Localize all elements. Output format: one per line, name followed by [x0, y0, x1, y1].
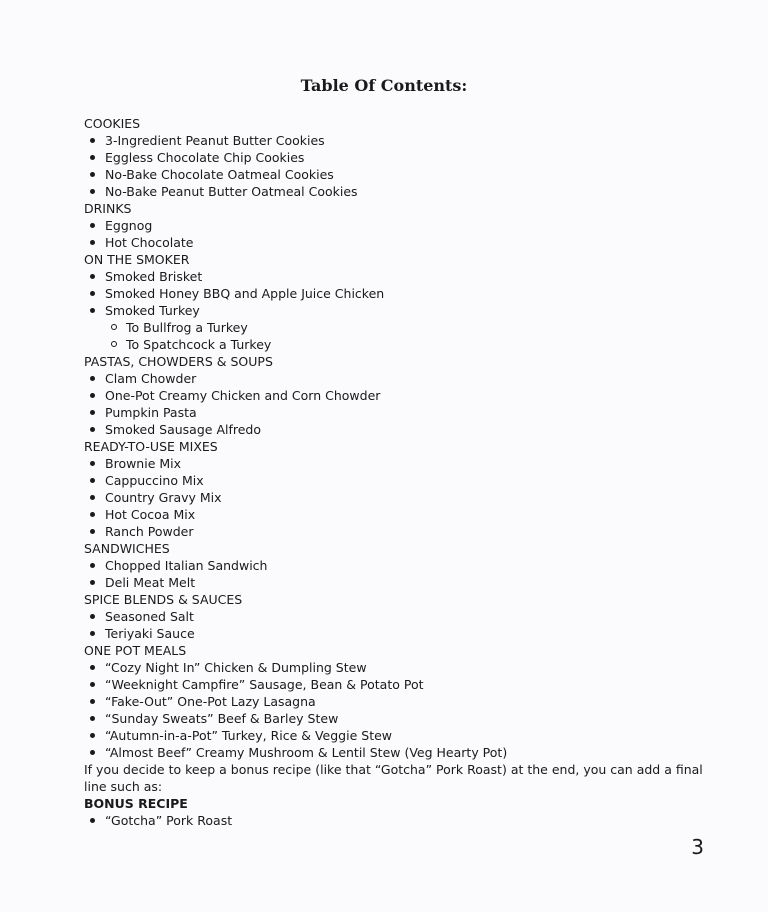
section-heading: SPICE BLENDS & SAUCES — [84, 592, 243, 607]
bullet-icon — [90, 614, 95, 619]
list-item — [84, 404, 704, 421]
table-of-contents — [84, 115, 704, 829]
list-item — [84, 166, 704, 183]
list-item — [84, 234, 704, 251]
list-item — [84, 608, 704, 625]
list-item-label: Hot Chocolate — [105, 235, 194, 250]
bullet-icon — [90, 291, 95, 296]
list-item-label: Clam Chowder — [105, 371, 197, 386]
bullet-icon — [90, 580, 95, 585]
list-item — [84, 625, 704, 642]
bonus-heading: BONUS RECIPE — [84, 796, 188, 811]
bullet-icon — [90, 529, 95, 534]
list-item-label: “Weeknight Campfire” Sausage, Bean & Potato Pot — [105, 677, 424, 692]
bullet-icon — [90, 308, 95, 313]
list-item — [84, 455, 704, 472]
bullet-icon — [90, 138, 95, 143]
list-item-label: “Autumn-in-a-Pot” Turkey, Rice & Veggie Stew — [105, 728, 393, 743]
list-item-label: “Fake-Out” One-Pot Lazy Lasagna — [105, 694, 316, 709]
bullet-icon — [90, 427, 95, 432]
list-item-label: Country Gravy Mix — [105, 490, 222, 505]
list-item-label: “Almost Beef” Creamy Mushroom & Lentil Stew (Veg Hearty Pot) — [105, 745, 508, 760]
bullet-icon — [90, 223, 95, 228]
list-item — [84, 132, 704, 149]
list-item-label: No-Bake Chocolate Oatmeal Cookies — [105, 167, 334, 182]
bullet-icon — [90, 155, 95, 160]
list-item-label: Ranch Powder — [105, 524, 194, 539]
list-item — [84, 217, 704, 234]
bullet-icon — [90, 495, 95, 500]
list-item — [84, 574, 704, 591]
bullet-icon — [90, 461, 95, 466]
list-item-label: Pumpkin Pasta — [105, 405, 197, 420]
bonus-note: If you decide to keep a bonus recipe (like that “Gotcha” Pork Roast) at the end, you can add a final line such as: — [84, 762, 703, 794]
list-item — [84, 557, 704, 574]
sub-list-item — [84, 319, 704, 336]
list-item — [84, 421, 704, 438]
list-item-label: Hot Cocoa Mix — [105, 507, 196, 522]
list-item — [84, 489, 704, 506]
list-item-label: Chopped Italian Sandwich — [105, 558, 268, 573]
list-item — [84, 727, 704, 744]
bullet-icon — [90, 478, 95, 483]
bullet-icon — [90, 733, 95, 738]
list-item-label: “Gotcha” Pork Roast — [105, 813, 233, 828]
circle-bullet-icon — [111, 324, 117, 330]
list-item — [84, 812, 704, 829]
list-item-label: Smoked Honey BBQ and Apple Juice Chicken — [105, 286, 385, 301]
bullet-icon — [90, 750, 95, 755]
list-item-label: One-Pot Creamy Chicken and Corn Chowder — [105, 388, 381, 403]
list-item — [84, 710, 704, 727]
bullet-icon — [90, 172, 95, 177]
bullet-icon — [90, 240, 95, 245]
list-item-label: 3-Ingredient Peanut Butter Cookies — [105, 133, 325, 148]
toc-sections — [84, 115, 704, 761]
list-item-label: Eggnog — [105, 218, 153, 233]
sub-list-item-label: To Spatchcock a Turkey — [126, 337, 272, 352]
bullet-icon — [90, 818, 95, 823]
bullet-icon — [90, 410, 95, 415]
list-item-label: Smoked Brisket — [105, 269, 203, 284]
list-item — [84, 523, 704, 540]
section-heading: ON THE SMOKER — [84, 252, 190, 267]
bullet-icon — [90, 376, 95, 381]
bullet-icon — [90, 393, 95, 398]
section-heading: DRINKS — [84, 201, 132, 216]
section-heading: READY-TO-USE MIXES — [84, 439, 218, 454]
list-item-label: No-Bake Peanut Butter Oatmeal Cookies — [105, 184, 358, 199]
sub-list-item-label: To Bullfrog a Turkey — [126, 320, 248, 335]
list-item-label: “Sunday Sweats” Beef & Barley Stew — [105, 711, 339, 726]
list-item-label: Brownie Mix — [105, 456, 182, 471]
list-item-label: “Cozy Night In” Chicken & Dumpling Stew — [105, 660, 367, 675]
page-number: 3 — [691, 835, 704, 859]
circle-bullet-icon — [111, 341, 117, 347]
list-item-label: Teriyaki Sauce — [105, 626, 195, 641]
list-item — [84, 268, 704, 285]
list-item-label: Seasoned Salt — [105, 609, 194, 624]
bullet-icon — [90, 274, 95, 279]
page-title: Table Of Contents: — [300, 76, 468, 95]
list-item-label: Smoked Turkey — [105, 303, 200, 318]
list-item — [84, 659, 704, 676]
bullet-icon — [90, 682, 95, 687]
list-item — [84, 149, 704, 166]
list-item — [84, 370, 704, 387]
bullet-icon — [90, 189, 95, 194]
list-item — [84, 693, 704, 710]
list-item-label: Cappuccino Mix — [105, 473, 204, 488]
list-item — [84, 387, 704, 404]
section-heading: COOKIES — [84, 116, 141, 131]
bullet-icon — [90, 512, 95, 517]
sub-list-item — [84, 336, 704, 353]
list-item — [84, 676, 704, 693]
bullet-icon — [90, 716, 95, 721]
list-item — [84, 744, 704, 761]
list-item — [84, 302, 704, 319]
list-item-label: Smoked Sausage Alfredo — [105, 422, 261, 437]
bullet-icon — [90, 699, 95, 704]
list-item — [84, 285, 704, 302]
bonus-list — [84, 812, 704, 829]
bullet-icon — [90, 665, 95, 670]
section-heading: SANDWICHES — [84, 541, 170, 556]
section-heading: PASTAS, CHOWDERS & SOUPS — [84, 354, 273, 369]
bullet-icon — [90, 631, 95, 636]
list-item-label: Eggless Chocolate Chip Cookies — [105, 150, 305, 165]
section-heading: ONE POT MEALS — [84, 643, 187, 658]
list-item-label: Deli Meat Melt — [105, 575, 196, 590]
list-item — [84, 183, 704, 200]
list-item — [84, 506, 704, 523]
list-item — [84, 472, 704, 489]
bullet-icon — [90, 563, 95, 568]
